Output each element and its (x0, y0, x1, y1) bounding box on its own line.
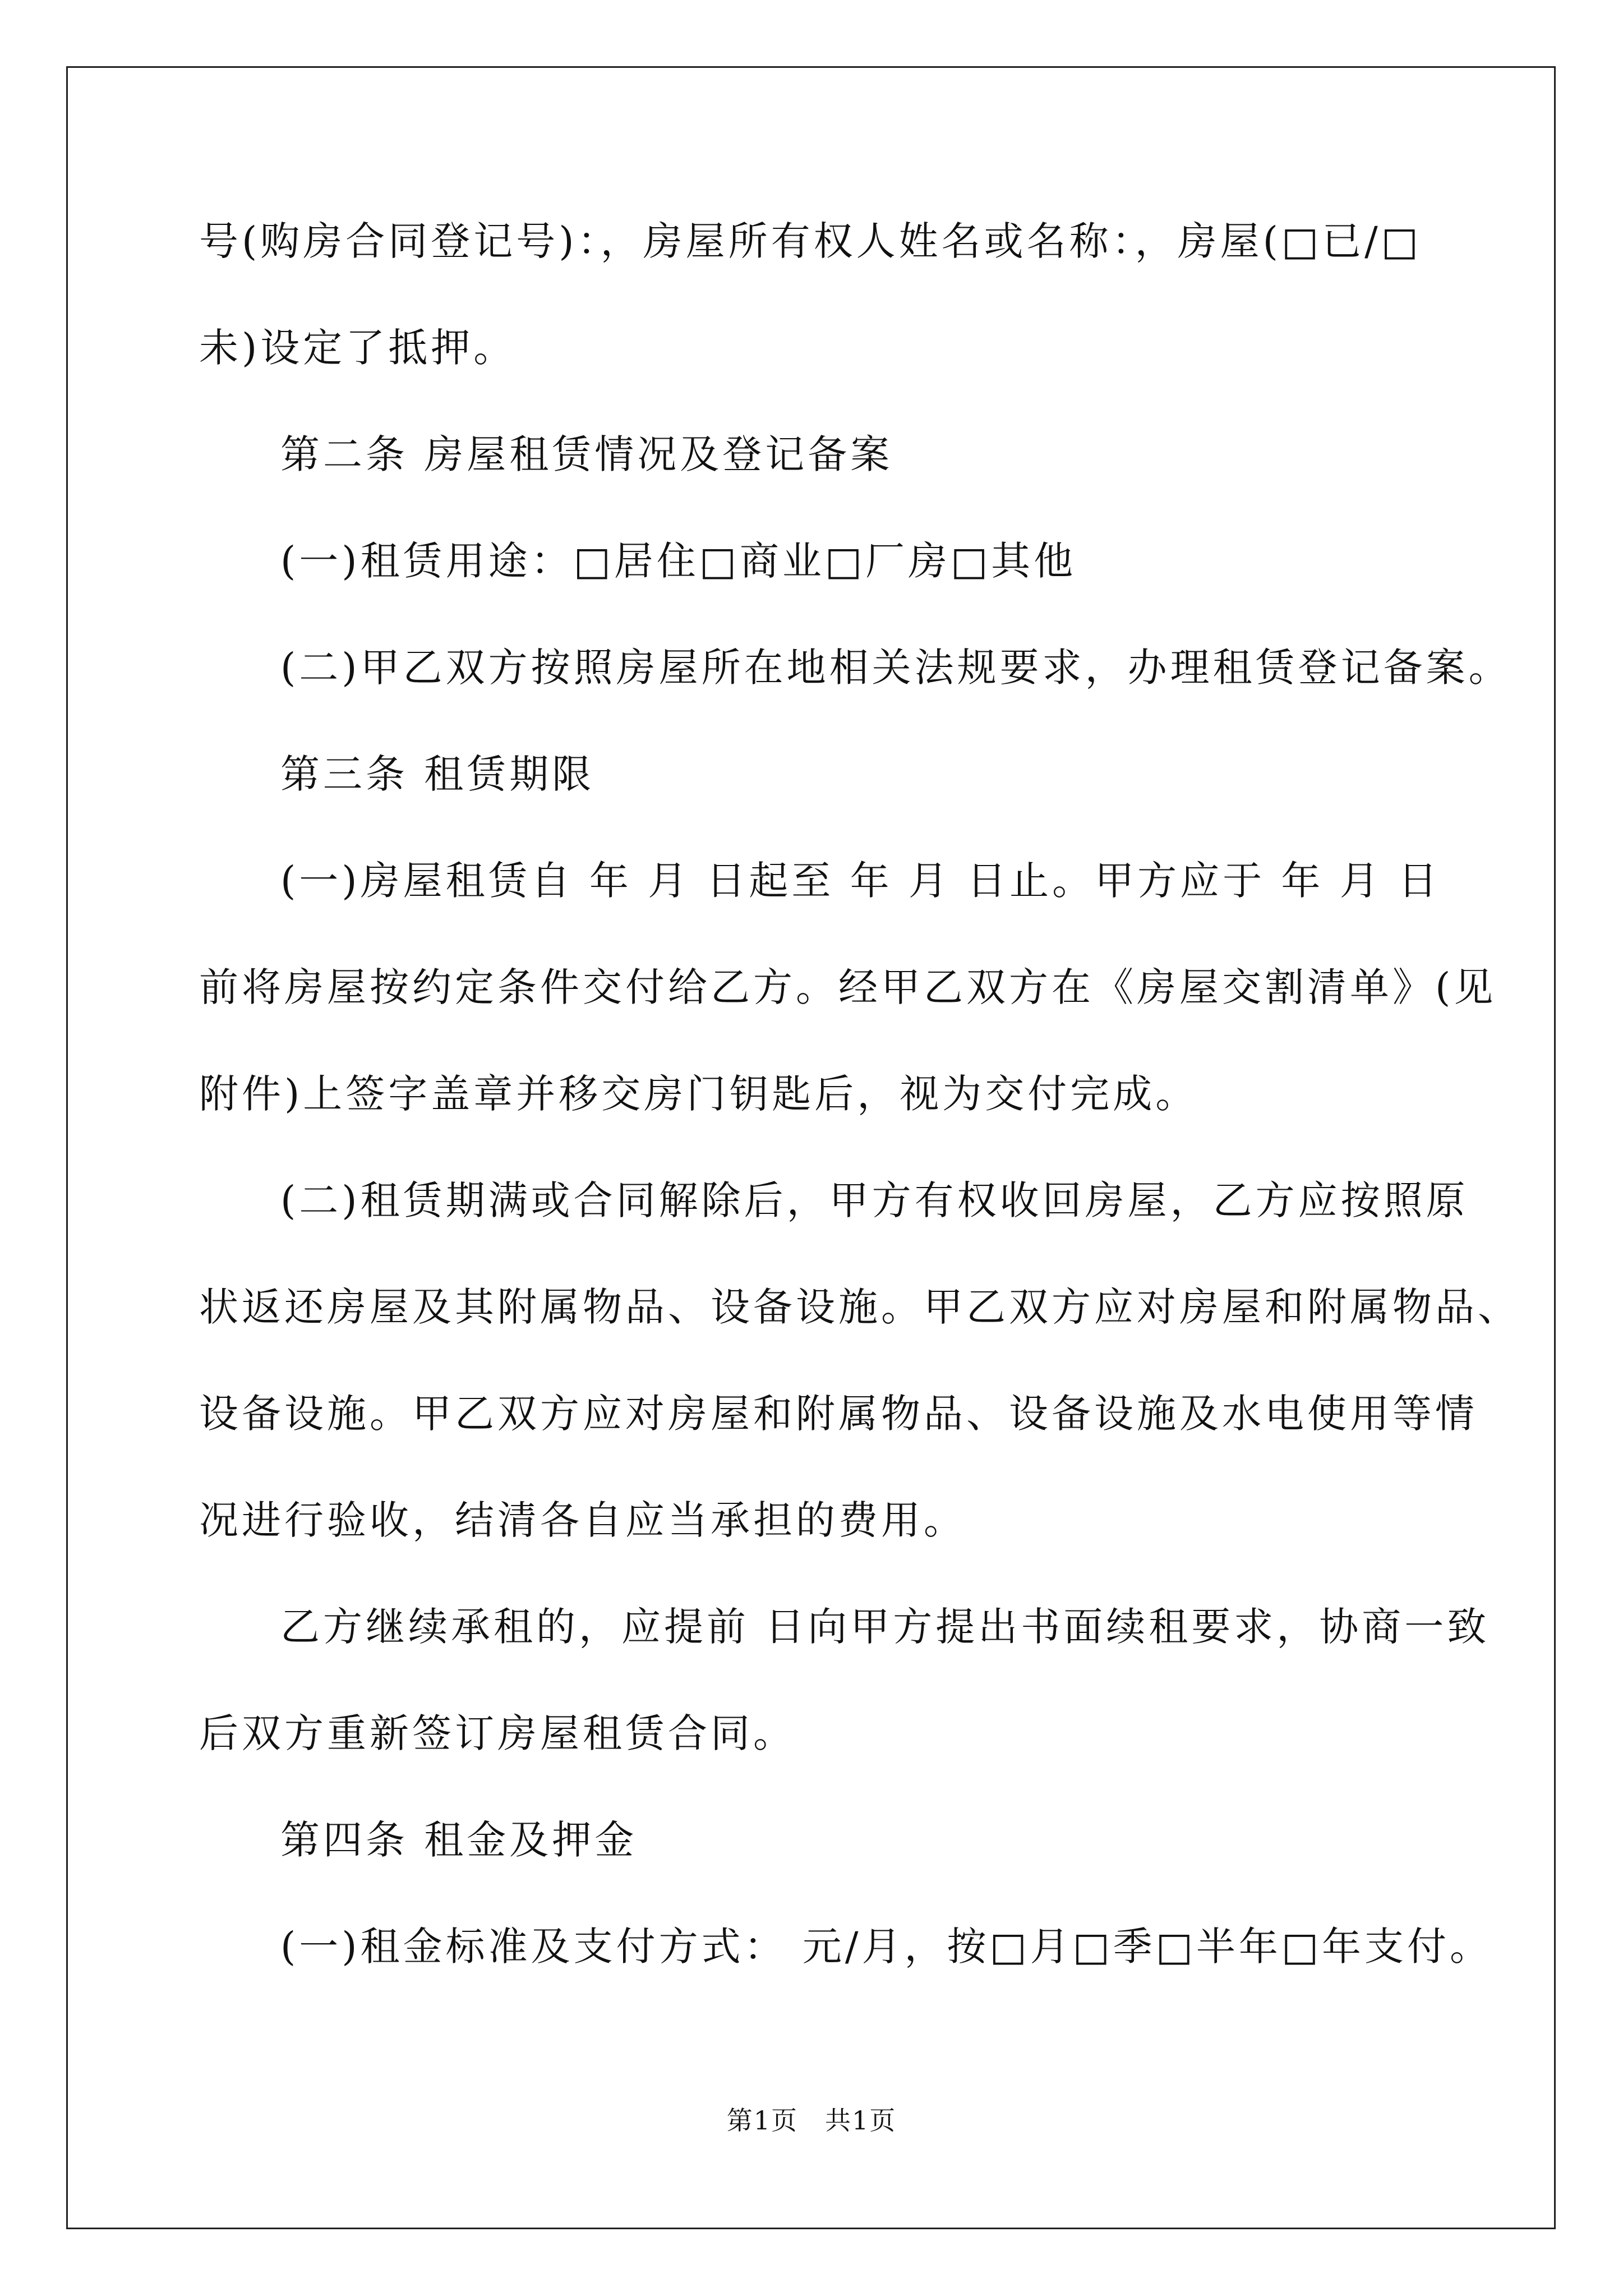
text-line-13: 况进行验收，结清各自应当承担的费用。 (199, 1497, 966, 1543)
section-heading-4: 第四条 租金及押金 (280, 1817, 638, 1863)
text-line-1: 号(购房合同登记号)：，房屋所有权人姓名或名称：，房屋(□已/□ (199, 218, 1422, 264)
text-line-15: 后双方重新签订房屋租赁合同。 (199, 1710, 796, 1756)
text-line-17: (一)租金标准及支付方式： 元/月，按□月□季□半年□年支付。 (280, 1924, 1493, 1970)
text-line-9: 附件)上签字盖章并移交房门钥匙后，视为交付完成。 (199, 1071, 1198, 1117)
text-line-7: (一)房屋租赁自 年 月 日起至 年 月 日止。甲方应于 年 月 日 (280, 858, 1441, 904)
text-line-14: 乙方继续承租的，应提前 日向甲方提出书面续租要求，协商一致 (280, 1604, 1490, 1650)
text-line-12: 设备设施。甲乙双方应对房屋和附属物品、设备设施及水电使用等情 (199, 1391, 1478, 1437)
text-line-11: 状返还房屋及其附属物品、设备设施。甲乙双方应对房屋和附属物品、 (199, 1284, 1520, 1330)
text-line-4: (一)租赁用途：□居住□商业□厂房□其他 (280, 538, 1077, 584)
text-line-2: 未)设定了抵押。 (199, 325, 517, 371)
section-heading-3: 第三条 租赁期限 (280, 751, 595, 797)
page-border (66, 66, 1556, 2229)
text-line-5: (二)甲乙双方按照房屋所在地相关法规要求，办理租赁登记备案。 (280, 645, 1511, 691)
page-footer: 第1页 共1页 (726, 2105, 897, 2136)
section-heading-2: 第二条 房屋租赁情况及登记备案 (280, 431, 893, 477)
text-line-10: (二)租赁期满或合同解除后，甲方有权收回房屋，乙方应按照原 (280, 1177, 1469, 1223)
text-line-8: 前将房屋按约定条件交付给乙方。经甲乙双方在《房屋交割清单》(见 (199, 964, 1497, 1010)
